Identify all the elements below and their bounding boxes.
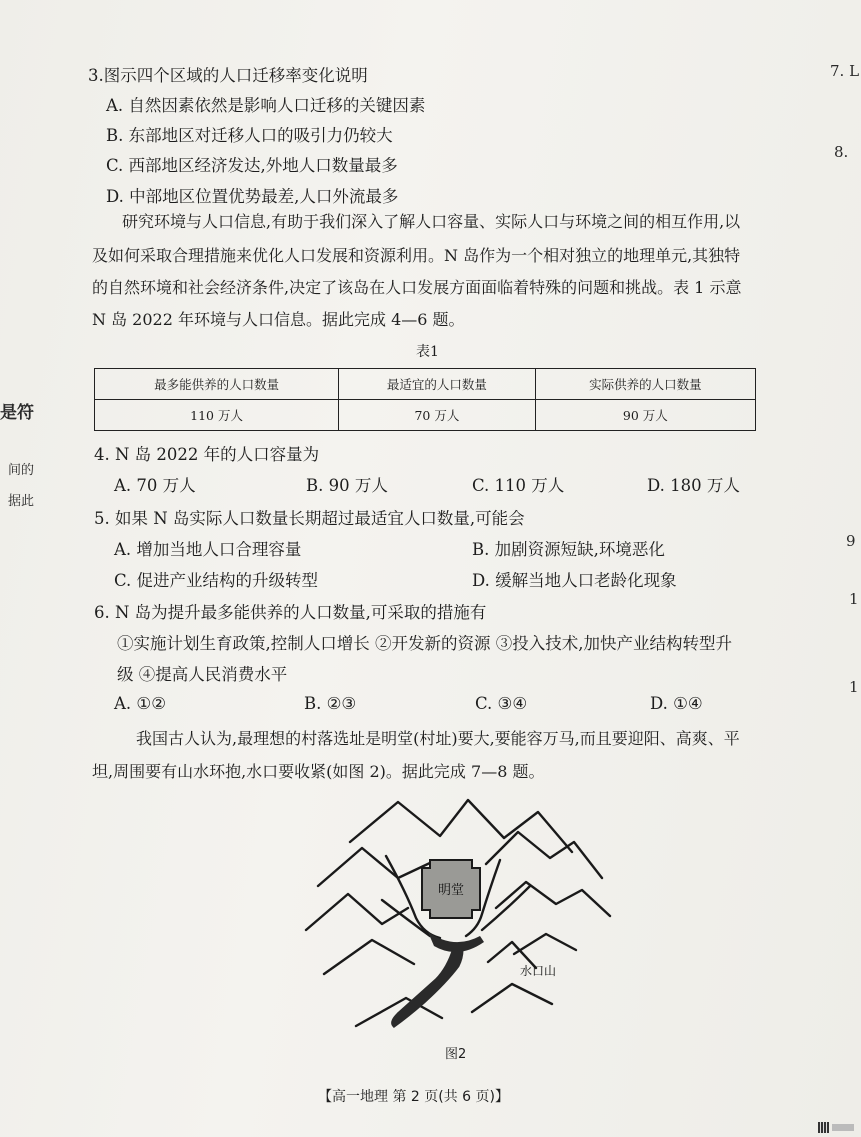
mountain-ridge: [306, 894, 408, 930]
question-6-items-line-2: 级 ④提高人民消费水平: [117, 665, 288, 684]
question-6-option-b: B. ②③: [304, 694, 357, 713]
qr-code-icon: [818, 1122, 829, 1133]
question-6-option-a: A. ①②: [114, 694, 166, 713]
mountain-ridge: [472, 984, 552, 1012]
question-6-stem: 6. N 岛为提升最多能供养的人口数量,可采取的措施有: [94, 603, 487, 622]
mountain-ridge: [324, 940, 414, 974]
right-margin-fragment-3: 9: [846, 532, 856, 550]
question-5-option-a: A. 增加当地人口合理容量: [114, 540, 302, 559]
river: [393, 948, 462, 1026]
figure-2-village-site-diagram: [290, 790, 620, 1035]
mountain-ridge: [496, 882, 610, 916]
page-footer: 【高一地理 第 2 页(共 6 页)】: [318, 1089, 509, 1105]
right-margin-fragment-4: 1: [849, 590, 859, 608]
table-row: [95, 400, 756, 431]
table-1: [94, 368, 756, 431]
question-4-stem: 4. N 岛 2022 年的人口容量为: [94, 445, 320, 464]
table-header-cell: 实际供养的人口数量: [535, 369, 755, 400]
watermark-logo: [832, 1124, 854, 1131]
right-margin-fragment-1: 7. L: [830, 62, 860, 80]
question-5-option-c: C. 促进产业结构的升级转型: [114, 571, 319, 590]
left-margin-fragment-3: 据此: [8, 494, 35, 509]
figure-2-caption: 图2: [445, 1047, 467, 1062]
intro-paragraph-1-line-3: 的自然环境和社会经济条件,决定了该岛在人口发展方面面临着特殊的问题和挑战。表 1 示意: [92, 278, 742, 297]
table-header-cell: 最适宜的人口数量: [339, 369, 535, 400]
question-6-option-c: C. ③④: [475, 694, 528, 713]
question-4-option-d: D. 180 万人: [647, 476, 740, 495]
table-header-cell: 最多能供养的人口数量: [95, 369, 339, 400]
left-margin-fragment-1: 是符: [0, 403, 34, 423]
right-margin-fragment-5: 1: [849, 678, 859, 696]
table-1-caption: 表1: [416, 344, 439, 360]
intro-paragraph-2-line-2: 坦,周围要有山水环抱,水口要收紧(如图 2)。据此完成 7—8 题。: [92, 762, 545, 781]
hall-label: 明堂: [437, 883, 465, 898]
intro-paragraph-2-line-1: 我国古人认为,最理想的村落选址是明堂(村址)要大,要能容万马,而且要迎阳、高爽、平: [136, 729, 740, 748]
question-3-option-d: D. 中部地区位置优势最差,人口外流最多: [106, 187, 399, 206]
mountain-ridge: [514, 934, 576, 954]
intro-paragraph-1-line-2: 及如何采取合理措施来优化人口发展和资源利用。N 岛作为一个相对独立的地理单元,其独特: [92, 246, 741, 265]
question-3-stem: 3.图示四个区域的人口迁移率变化说明: [88, 66, 368, 85]
table-cell: 70 万人: [339, 400, 535, 431]
table-header-row: [95, 369, 756, 400]
question-5-stem: 5. 如果 N 岛实际人口数量长期超过最适宜人口数量,可能会: [94, 509, 525, 528]
question-4-option-b: B. 90 万人: [306, 476, 388, 495]
mountain-ridge: [350, 800, 572, 852]
question-6-items-line-1: ①实施计划生育政策,控制人口增长 ②开发新的资源 ③投入技术,加快产业结构转型升: [117, 634, 732, 653]
question-5-option-b: B. 加剧资源短缺,环境恶化: [472, 540, 665, 559]
intro-paragraph-1-line-1: 研究环境与人口信息,有助于我们深入了解人口容量、实际人口与环境之间的相互作用,以: [122, 212, 741, 231]
table-cell: 110 万人: [95, 400, 339, 431]
table-cell: 90 万人: [535, 400, 755, 431]
question-3-option-c: C. 西部地区经济发达,外地人口数量最多: [106, 156, 398, 175]
water-mouth-hill-label: 水口山: [520, 964, 557, 978]
question-4-option-c: C. 110 万人: [472, 476, 565, 495]
question-5-option-d: D. 缓解当地人口老龄化现象: [472, 571, 677, 590]
mountain-ridge: [318, 848, 432, 886]
question-6-option-d: D. ①④: [650, 694, 703, 713]
question-3-option-a: A. 自然因素依然是影响人口迁移的关键因素: [106, 96, 426, 115]
left-margin-fragment-2: 间的: [8, 463, 35, 478]
question-3-option-b: B. 东部地区对迁移人口的吸引力仍较大: [106, 126, 393, 145]
intro-paragraph-1-line-4: N 岛 2022 年环境与人口信息。据此完成 4—6 题。: [92, 310, 465, 329]
question-4-option-a: A. 70 万人: [114, 476, 196, 495]
right-margin-fragment-2: 8.: [834, 143, 849, 161]
